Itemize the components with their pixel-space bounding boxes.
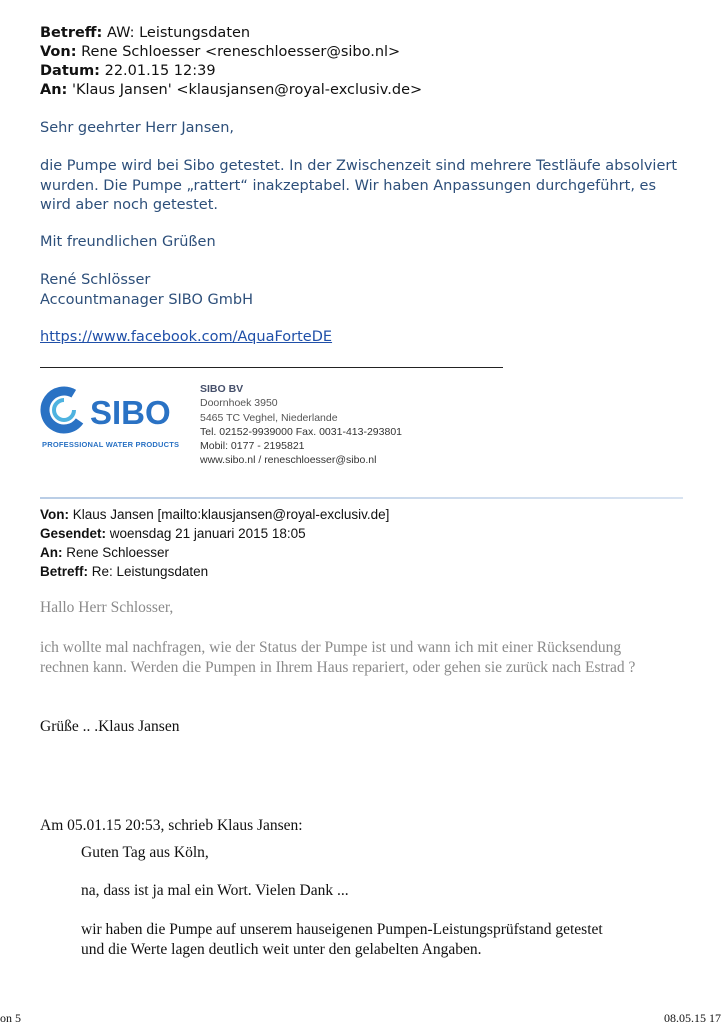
- quote-line: na, dass ist ja mal ein Wort. Vielen Dank ...: [81, 882, 349, 899]
- quote-body-line: und die Werte lagen deutlich weit unter den gelabelten Angaben.: [81, 941, 482, 958]
- email1-body-line: die Pumpe wird bei Sibo getestet. In der Zwischenzeit sind mehrere Testläufe absolviert: [40, 158, 678, 174]
- print-date: 08.05.15 17: [664, 1011, 721, 1025]
- from-value: Rene Schloesser <reneschloesser@sibo.nl>: [76, 44, 401, 60]
- quote-greeting: Guten Tag aus Köln,: [81, 844, 209, 861]
- from-value: Klaus Jansen [mailto:klausjansen@royal-exclusiv.de]: [69, 507, 390, 522]
- email2-greeting: Hallo Herr Schlosser,: [40, 599, 174, 616]
- company-mobile: Mobil: 0177 - 2195821: [200, 440, 305, 453]
- quote-separator: [40, 497, 683, 499]
- email2-sent-line: [40, 524, 306, 543]
- page-number: on 5: [0, 1011, 21, 1025]
- quote-body-line: wir haben die Pumpe auf unserem hauseigenen Pumpen-Leistungsprüfstand getestet: [81, 921, 603, 938]
- subject-label: Betreff:: [40, 564, 89, 579]
- company-name: SIBO BV: [200, 383, 244, 395]
- email2-from-line: [40, 505, 389, 524]
- to-value: Rene Schloesser: [62, 545, 170, 560]
- from-label: Von:: [40, 44, 77, 60]
- signature-contact: [200, 382, 402, 468]
- sibo-logo: [40, 384, 180, 449]
- to-label: An:: [40, 82, 68, 98]
- company-web-email: www.sibo.nl / reneschloesser@sibo.nl: [200, 454, 377, 467]
- company-street: Doornhoek 3950: [200, 397, 278, 410]
- email1-date-line: [40, 62, 216, 81]
- sent-label: Gesendet:: [40, 526, 107, 541]
- email1-greeting: Sehr geehrter Herr Jansen,: [40, 120, 234, 136]
- to-value: 'Klaus Jansen' <klausjansen@royal-exclusiv.de>: [67, 82, 423, 98]
- subject-value: AW: Leistungsdaten: [102, 25, 251, 41]
- subject-value: Re: Leistungsdaten: [88, 564, 209, 579]
- signature-divider: [40, 367, 503, 368]
- facebook-link[interactable]: https://www.facebook.com/AquaForteDE: [40, 329, 333, 345]
- sender-title: Accountmanager SIBO GmbH: [40, 291, 253, 308]
- email2-body-line: ich wollte mal nachfragen, wie der Status der Pumpe ist und wann ich mit einer Rücksendung: [40, 639, 622, 656]
- signature-block: [40, 380, 440, 470]
- subject-label: Betreff:: [40, 25, 103, 41]
- email2-subject-line: [40, 562, 208, 581]
- logo-tagline: PROFESSIONAL WATER PRODUCTS: [42, 440, 180, 449]
- date-value: 22.01.15 12:39: [99, 63, 216, 79]
- company-city: 5465 TC Veghel, Niederlande: [200, 411, 338, 424]
- sibo-logo-mark-icon: [40, 384, 90, 436]
- to-label: An:: [40, 545, 63, 560]
- email2-to-line: [40, 543, 169, 562]
- facebook-link-line: [40, 328, 332, 348]
- email2-body-line: rechnen kann. Werden die Pumpen in Ihrem Haus repariert, oder gehen sie zurück nach Estrad ?: [40, 659, 636, 676]
- sent-value: woensdag 21 januari 2015 18:05: [106, 526, 306, 541]
- quote-intro: Am 05.01.15 20:53, schrieb Klaus Jansen:: [40, 817, 303, 834]
- email1-body-line: wurden. Die Pumpe „rattert“ inakzeptabel. Wir haben Anpassungen durchgeführt, es: [40, 177, 657, 194]
- email1-from-line: [40, 43, 400, 62]
- from-label: Von:: [40, 507, 69, 522]
- date-label: Datum:: [40, 63, 100, 79]
- email1-subject-line: [40, 24, 250, 43]
- logo-wordmark: SIBO: [90, 394, 171, 431]
- email2-closing: Grüße .. .Klaus Jansen: [40, 718, 180, 735]
- email1-closing: Mit freundlichen Grüßen: [40, 234, 216, 250]
- email1-body-line: wird aber noch getestet.: [40, 197, 219, 213]
- email1-to-line: [40, 81, 422, 100]
- company-tel-fax: Tel. 02152-9939000 Fax. 0031-413-293801: [200, 425, 402, 438]
- sender-name: René Schlösser: [40, 272, 151, 288]
